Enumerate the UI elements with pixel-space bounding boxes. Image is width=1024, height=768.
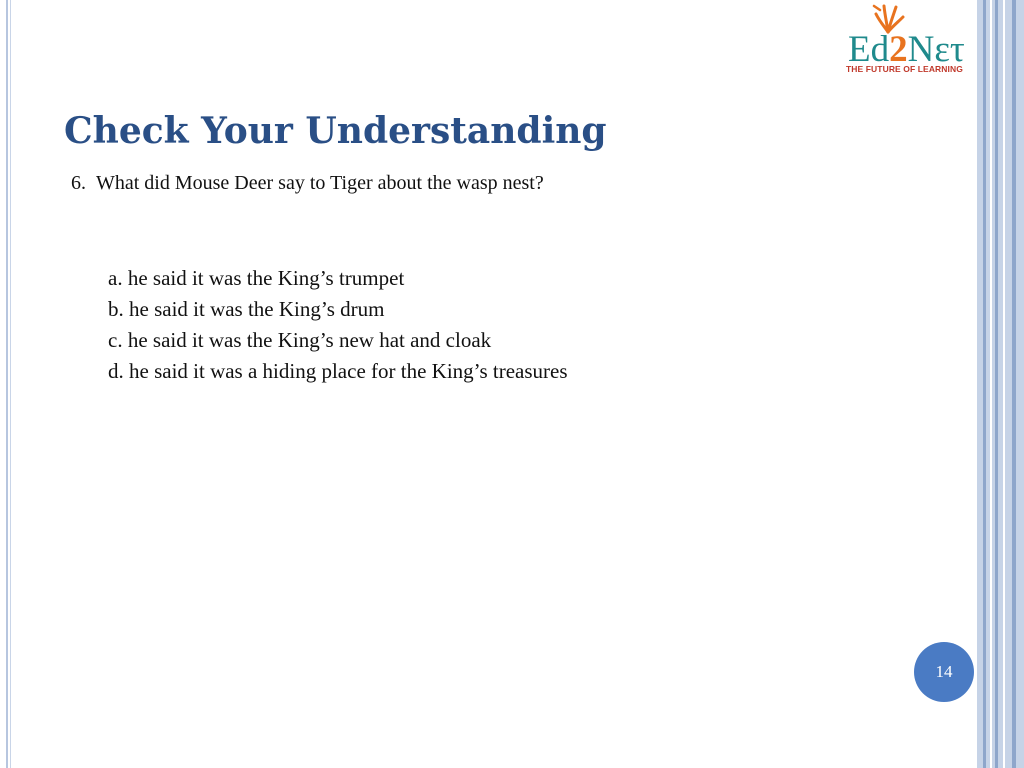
slide-title: Check Your Understanding [64, 110, 607, 152]
left-border-inner [10, 0, 11, 768]
question [71, 172, 544, 195]
right-stripe [1003, 0, 1005, 768]
page-number-badge: 14 [914, 642, 974, 702]
question-number: 6. [71, 172, 86, 194]
ed2net-logo [838, 2, 988, 78]
logo-text-net: Nετ [907, 29, 965, 70]
logo-text-ed: Ed [848, 29, 890, 70]
right-stripe [995, 0, 998, 768]
right-stripe [990, 0, 992, 768]
choice-b: b. he said it was the King’s drum [108, 297, 385, 321]
logo-tagline: THE FUTURE OF LEARNING [846, 64, 963, 74]
answer-choices [108, 263, 568, 387]
question-text: What did Mouse Deer say to Tiger about the wasp nest? [96, 172, 544, 194]
right-stripe [983, 0, 986, 768]
right-stripe [1012, 0, 1016, 768]
choice-a: a. he said it was the King’s trumpet [108, 266, 405, 290]
left-border [6, 0, 8, 768]
logo-text-two: 2 [889, 29, 908, 70]
choice-c: c. he said it was the King’s new hat and cloak [108, 328, 492, 352]
choice-d: d. he said it was a hiding place for the King’s treasures [108, 359, 568, 383]
